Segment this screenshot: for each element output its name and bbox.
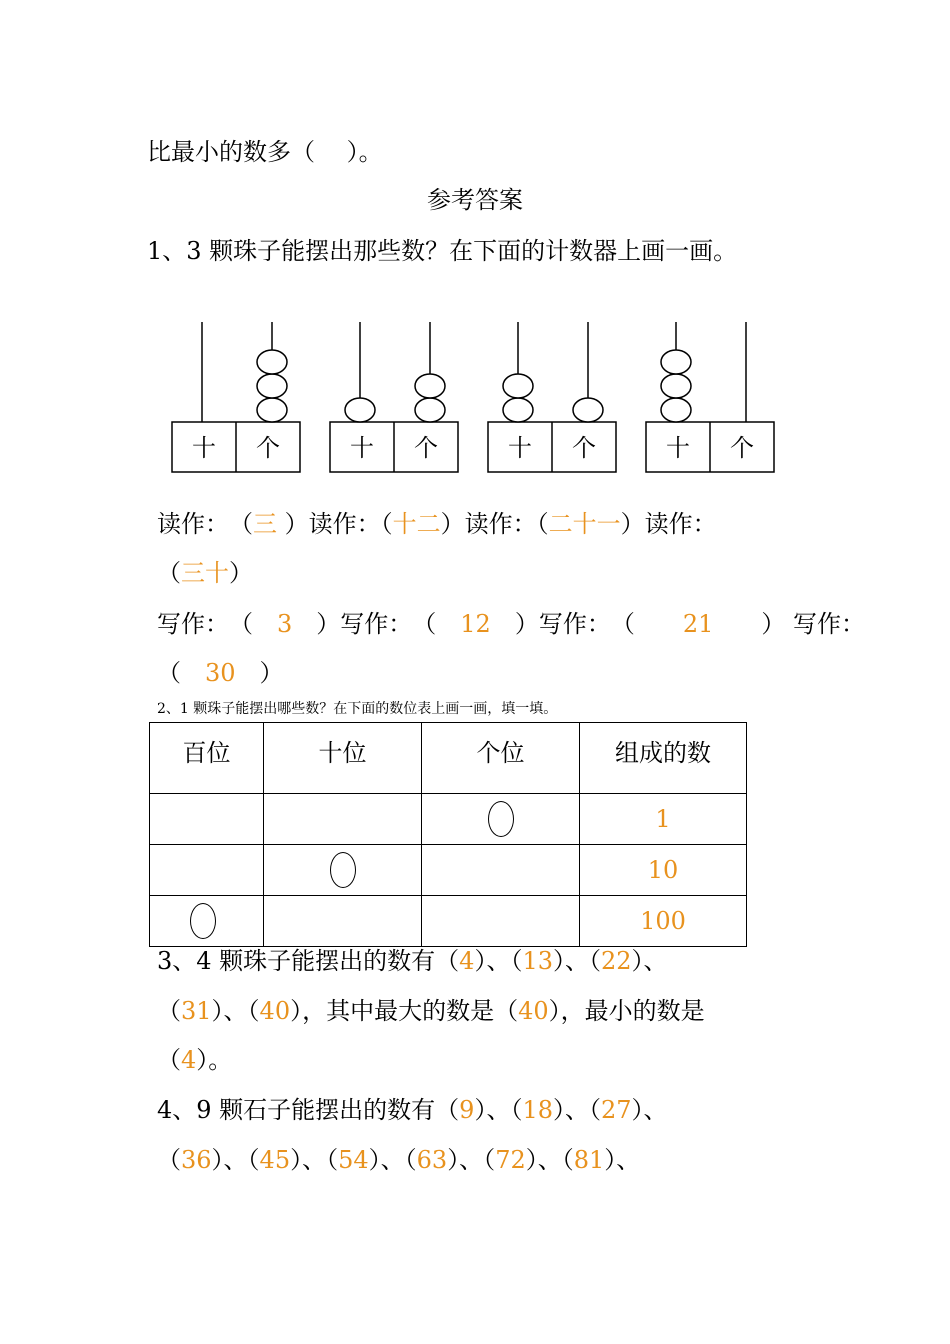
q3-max-label: ，其中最大的数是	[302, 997, 495, 1025]
q1-read-line: 读作： （三 ）读作：（十二）读作：（二十一）读作：	[157, 510, 717, 538]
q3-number: 22	[601, 947, 632, 975]
bead-icon	[257, 398, 287, 422]
q4-number: 45	[259, 1146, 291, 1174]
write-answer-2: 12	[460, 610, 491, 638]
number-cell: 1	[580, 794, 747, 845]
q3-number: 31	[181, 997, 212, 1025]
abacus-group	[0, 300, 950, 500]
read-answer-2: 十二	[392, 510, 441, 538]
ones-label: 个	[730, 434, 754, 462]
bead-icon	[661, 350, 691, 374]
q4-line-2: （36）、（45）、（54）、（63）、（72）、（81）、	[157, 1146, 641, 1174]
q4-number: 54	[338, 1146, 369, 1174]
write-label: 写作：	[538, 610, 599, 638]
header-ones: 个位	[422, 723, 580, 794]
bead-icon	[661, 374, 691, 398]
q1-read-line-2: （三十）	[157, 559, 253, 587]
bead-icon	[345, 398, 375, 422]
bead-icon	[503, 398, 533, 422]
bead-icon	[661, 398, 691, 422]
q1-prompt: 1、3 颗珠子能摆出那些数？在下面的计数器上画一画。	[147, 237, 738, 265]
read-answer-1: 三	[253, 510, 277, 538]
table-row	[150, 845, 747, 896]
write-label: 写作：	[340, 610, 401, 638]
q3-min: 4	[181, 1046, 197, 1074]
q3-max: 40	[518, 997, 549, 1025]
bead-icon	[415, 398, 445, 422]
number-cell: 100	[580, 896, 747, 947]
write-answer-3: 21	[682, 610, 714, 638]
q4-number: 81	[573, 1146, 605, 1174]
bead-icon	[573, 398, 603, 422]
bead-icon	[415, 374, 445, 398]
q4-number: 9	[459, 1096, 475, 1124]
bead-icon	[488, 801, 514, 837]
q4-number: 72	[495, 1146, 526, 1174]
write-label: 写作：	[793, 610, 866, 638]
bead-icon	[330, 852, 356, 888]
tens-label: 十	[666, 434, 690, 462]
q4-prefix: 4、9 颗石子能摆出的数有	[157, 1096, 436, 1124]
q4-number: 63	[416, 1146, 448, 1174]
ones-label: 个	[256, 434, 280, 462]
place-value-table	[149, 722, 747, 947]
q3-min-label: ，最小的数是	[560, 997, 705, 1025]
bead-icon	[503, 374, 533, 398]
read-answer-3: 二十一	[548, 510, 621, 538]
write-label: 写作：	[157, 610, 217, 638]
tens-label: 十	[192, 434, 216, 462]
table-row	[150, 896, 747, 947]
q3-line-2: （31）、（40），其中最大的数是（40），最小的数是	[157, 997, 705, 1025]
bead-icon	[257, 374, 287, 398]
intro-line: 比最小的数多（ ）。	[147, 138, 383, 166]
read-label: 读作：	[464, 510, 537, 538]
answer-title: 参考答案	[427, 186, 523, 214]
header-tens: 十位	[264, 723, 422, 794]
read-label: 读作：	[308, 510, 381, 538]
q2-prompt: 2、1 颗珠子能摆出哪些数？在下面的数位表上画一画，填一填。	[157, 701, 558, 717]
q1-write-line-2: （ 30 ）	[157, 659, 284, 687]
q4-number: 27	[601, 1096, 632, 1124]
number-cell: 10	[580, 845, 747, 896]
read-label: 读作：	[157, 510, 217, 538]
write-answer-1: 3	[277, 610, 293, 638]
q4-number: 18	[522, 1096, 553, 1124]
q3-number: 40	[259, 997, 291, 1025]
q3-prefix: 3、4 颗珠子能摆出的数有	[157, 947, 436, 975]
q4-number: 36	[181, 1146, 212, 1174]
q4-line-1: 4、9 颗石子能摆出的数有（9）、（18）、（27）、	[157, 1096, 668, 1124]
q1-write-line: 写作： （ 3 ）写作： （ 12 ）写作： （ 21 ） 写作：	[157, 610, 866, 638]
bead-icon	[190, 903, 216, 939]
header-hundreds: 百位	[150, 723, 264, 794]
read-label: 读作：	[644, 510, 717, 538]
read-answer-4: 三十	[181, 559, 229, 587]
header-number: 组成的数	[580, 723, 747, 794]
ones-label: 个	[572, 434, 596, 462]
q3-line-1: 3、4 颗珠子能摆出的数有（4）、（13）、（22）、	[157, 947, 668, 975]
tens-label: 十	[508, 434, 532, 462]
q3-line-3: （4）。	[157, 1046, 233, 1074]
table-row	[150, 794, 747, 845]
bead-icon	[257, 350, 287, 374]
write-answer-4: 30	[205, 659, 236, 687]
tens-label: 十	[350, 434, 374, 462]
q3-number: 13	[522, 947, 553, 975]
ones-label: 个	[414, 434, 438, 462]
q3-number: 4	[459, 947, 475, 975]
